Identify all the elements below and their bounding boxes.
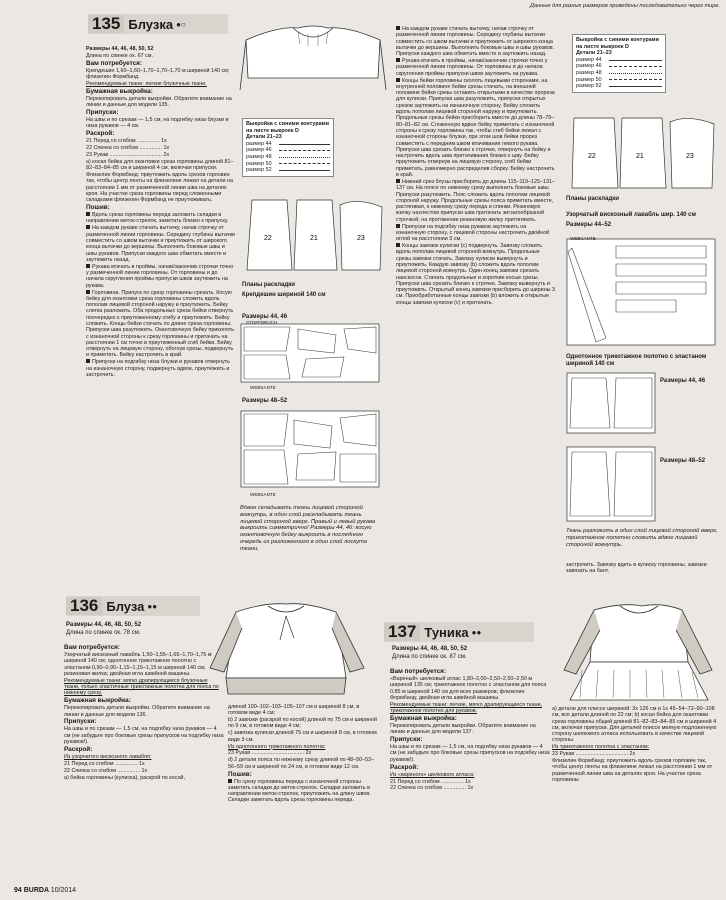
- model-135-header: [88, 14, 228, 34]
- pattern: Перекопировать детали выкройки. Обратите внимание на линии и данные для модели 137.: [390, 722, 536, 736]
- cut-subheading: Из однотонного трикотажного полотна:: [228, 743, 326, 750]
- blouse-135-sketch: [238, 18, 388, 100]
- cut-extra: а) детали для плиссе шириной: 3x 126 см и 1x 45–54–72–90–108 см, все детали длиной по 22 см; b) косая бейка для окантовки среза горловины общей длиной 81–82–83–84–85 см и шириной 4 см, включая припуски. Для деталей плиссе мелкую подложенную сторону шелкового атласа использовать в качестве лицевой стороны.: [552, 706, 717, 744]
- layout-fabric-1: Узорчатый вискозный лавабль шир. 140 см: [566, 212, 696, 218]
- flizelin: Флизелин Формбанд: приутюжить вдоль срезов горловин так, чтобы центр ленты на флизелине лежал на расстоянии 1 мм от размеченной линии шва на деталях кроя. На участке среза горловины: [552, 758, 713, 784]
- model-136-header: [66, 596, 200, 616]
- sew-step: На каждом рукаве стачать вытачку, начав строчку от размеченной линии горловины. Середину глубины вытачки совместить со швом вытачки и приутюжить от широкого конца вытачки до вершины. Выполнить боковые швы и швы рукавов. Припуски каждого шва обметать вместе и заутюжить назад.: [86, 225, 235, 263]
- cut-item: 23 Рукав ................................... 2x: [552, 751, 636, 758]
- model-number: 135: [88, 15, 124, 33]
- layout-heading: Планы раскладки: [242, 282, 295, 288]
- cut-item: 22 Спинка со сгибом ............... 1x: [86, 145, 170, 152]
- legend-size: размер 44: [246, 140, 272, 147]
- cut-heading: Раскрой:: [86, 130, 115, 138]
- layout-diagram-137-1: [566, 238, 716, 348]
- piece-label: 22: [588, 153, 596, 160]
- bullet-icon: [86, 212, 90, 216]
- cut-extra: c) завязка кулиски длиной 75 см и шириной 8 см, в готовом виде 3 см.: [228, 730, 377, 743]
- model-137-text-continued: [552, 706, 720, 866]
- cut-item: 21 Перед со сгибом ............... 1x: [86, 138, 167, 145]
- sew-step: Вдоль среза горловины переда заложить складки в направлении меток-стрелок, заметать близко к припуску.: [86, 212, 229, 225]
- piece-label: 22: [264, 235, 272, 242]
- layout-note-137: Ткань разложить в один слой лицевой стороной вверх, трикотажное полотно сложить вдвое лицевой стороной вовнутрь.: [566, 528, 718, 548]
- bullet-icon: [396, 243, 400, 247]
- cut-heading: Раскрой:: [390, 763, 419, 771]
- bullet-icon: [396, 224, 400, 228]
- piece-label: 23: [357, 235, 365, 242]
- difficulty-dots-icon: ●●: [471, 627, 482, 637]
- sew-step: На каждом рукаве стачать вытачку, начав строчку от размеченной линии горловины. Середину глубины вытачки совместить со швом вытачки и приутюжить от широкого конца вытачки до вершины. Выполнить боковые швы и швы рукавов. Припуски каждого шва обметать вместе и заутюжить назад.: [396, 26, 555, 58]
- recommended-fabrics: Рекомендуемые ткани: легкие, мягко драпирующиеся ткани, трикотажное полотно для рукавов.: [390, 701, 542, 715]
- allowances: На швы и по срезам — 1,5 см, на подгибку низа блузки и низа рукавов — 4 см.: [86, 117, 229, 130]
- bullet-icon: [86, 359, 90, 363]
- sew-step: Концы завязок кулиски (с) подвернуть. Завязку сложить вдоль пополам лицевой стороной вовнутрь. Продольные срезы завязки стачать. Завязку кулиски вывернуть и приутюжить. Каждую завязку (b) сложить вдоль пополам лицевой стороной вовнутрь. Один конец завязки срезать наискосок. Стачать продольные и короткие косые срезы. Припуски шва срезать близко к строчке. Завязку вывернуть и приутюжить. Открытый конец завязки присборить до ширины 3 см. Приобработанные концы завязки (b) вложить в открытые концы завязки кулиски (с) и притачать.: [396, 243, 556, 306]
- tie-note: [566, 562, 718, 582]
- legend-size: размер 48: [576, 69, 602, 76]
- allowances-heading: Припуски:: [64, 718, 97, 726]
- allowances-heading: Припуски:: [86, 109, 119, 117]
- layout-sizes-2: Размеры 48–52: [242, 398, 288, 404]
- model-137-header: [384, 622, 534, 642]
- pattern-heading: Бумажная выкройка:: [390, 714, 457, 722]
- pattern-legend-137: [572, 34, 666, 93]
- legend-size: размер 46: [246, 147, 272, 154]
- layout-sizes-1: Размеры 44, 46: [242, 314, 288, 320]
- brand: BURDA: [23, 887, 49, 894]
- legend-title: Выкройка с синими контурами на листе выкроек D: [246, 121, 329, 134]
- sew-step: Концы бейки горловины сколоть лицевыми сторонами, на внутренней половине бейки срезы стачать, на внешней половине бейки срезы оставить открытыми в качестве прореза для кулиски. Припуски шва разутюжить, припуски открытых срезов заутюжить на изнаночную сторону. Бейку сложить вдоль пополам лицевой стороной наружу и приутюжить. Продольные срезы бейки присборить вместе до длины 78–79–80–81–82 см. Сложенную вдвое бейку приметать с изнаночной стороны к срезу горловины так, чтобы сгиб бейки лежал с изнаночной стороны блузки, при этом шов бейки прорез совместить с передним швом втачивания левого рукава. Припуски шва срезать близко к строчке, отвернуть на бейку и настрочить вдоль шва притачивания близко к шву. Бейку приутюжить отвернув на лицевую сторону, сгиб бейки приметать, равномерно распределив сборку. Бейку настрочить в край.: [396, 77, 555, 179]
- pattern-heading: Бумажная выкройка:: [86, 87, 153, 95]
- stoffbruch-label: STOFFBRUCH: [246, 320, 278, 325]
- model-title: Туника: [424, 624, 469, 640]
- model-title: Блузка: [128, 16, 174, 32]
- tunic-137-sketch: [542, 600, 718, 704]
- model-137-text: [390, 668, 550, 856]
- pattern-pieces-137: [568, 112, 718, 192]
- recommended-fabrics: Рекомендуемые ткани: мягко драпирующиеся блузочные ткани, только эластичные трикотажные полотна для пояса по нижнему срезу.: [64, 677, 219, 697]
- legend-parts: Детали 21–23: [576, 50, 612, 57]
- legend-size: размер 50: [576, 76, 602, 83]
- bullet-icon: [396, 26, 400, 30]
- sew-step: Припуски на подгибку низа блузки и рукавов отвернуть на изнаночную сторону, подвернуть вдвое, приутюжить и застрочить.: [86, 359, 230, 378]
- sew-step: Рукава втачать в проймы, начав/закончив строчки точно у размеченной линии горловины. От горловины и до начала скругления проймы припуски швов заутюжить на рукава.: [396, 58, 548, 77]
- allowances-heading: Припуски:: [390, 736, 423, 744]
- pattern-heading: Бумажная выкройка:: [64, 697, 131, 705]
- cut-subheading: Из «вареного» шелкового атласа:: [390, 771, 475, 778]
- legend-size: размер 46: [576, 63, 602, 70]
- pattern: Перекопировать детали выкройки. Обратите внимание на линии и данные для модели 136.: [64, 705, 210, 718]
- legend-parts: Детали 21–23: [246, 134, 282, 141]
- bullet-icon: [396, 58, 400, 62]
- flizelin: Флизелин Формбанд: приутюжить вдоль срезов горловин так, чтобы центр ленты на флизелине лежал на детали на расстоянии 1 мм от размеченной линии шва на деталях кроя. На участке среза горловины перед сложенными складками флизелин Формбанд не приутюживать.: [86, 172, 233, 204]
- legend-size: размер 52: [246, 167, 272, 174]
- allowances: На швы и по срезам — 1,5 см, на подгибку низа рукавов — 4 см (не забудьте про боковые срезы припусков на подгибку низа рукавов!).: [64, 726, 224, 746]
- length: Длина по спинке ок. 87 см.: [392, 654, 467, 660]
- cut-extra: длиной 100–102–103–105–107 см и шириной 8 см, в готовом виде 4 см;: [228, 704, 360, 717]
- cut-item: 22 Спинка со сгибом ............... 1x: [64, 767, 148, 774]
- legend-size: размер 44: [576, 56, 602, 63]
- model-136-text: [64, 644, 224, 856]
- layout-diagram-1: [240, 323, 380, 385]
- bullet-icon: [86, 264, 90, 268]
- sizes: Размеры 44, 46, 48, 50, 52: [392, 646, 468, 652]
- cut-extra: d) 2 детали пояса по нижнему срезу длиной по 48–50–53–56–59 см и шириной по 24 см, в готовом виде 12 см.: [228, 757, 375, 770]
- sew-step: По срезу горловины переда с изнаночной стороны заметать складки до меток-стрелок. Складки заложить в направлении меток-стрелок, приутюжить на длину швов. Складки заметать вдоль среза горловины переда.: [228, 778, 371, 804]
- sew-step: Горловина. Припуск по срезу горловины срезать. Косую бейку для окантовки среза горловины сложить вдоль пополам лицевой стороной наружу и приутюжить. Бейку слегка разложить. Оба продольных среза бейки отвернуть поочередно к приутюженному сгибу и приутюжить. Бейку сложить. Концы бейки стачать по длине среза горловины. Припуски шва разутюжить. Окантовочную бейку приколоть с изнаночной стороны к срезу горловины и притачать на расстоянии 1 см точно в приутюженный сгиб бейки. Бейку отвернуть на лицевую сторону, обогнув срезы, подвернуть и приметать. Бейку настрочить в край.: [86, 289, 234, 359]
- difficulty-dots-icon: ●○: [176, 19, 186, 29]
- need-heading: Вам потребуется:: [64, 644, 121, 651]
- bullet-icon: [396, 78, 400, 82]
- pattern-pieces-135: [242, 195, 387, 275]
- pattern: Перекопировать детали выкройки. Обратите внимание на линии и данные для модели 135.: [86, 95, 232, 109]
- pattern-legend-135: [242, 118, 334, 177]
- blouse-136-sketch: [206, 598, 376, 698]
- layout-diagram-137-3: [566, 446, 656, 524]
- top-note: Данные для разных размеров приведены последовательно через тире.: [530, 3, 720, 9]
- bullet-icon: [86, 225, 90, 229]
- cut-item: 21 Перед со сгибом ............... 1x: [390, 778, 471, 785]
- issue: 10/2014: [50, 887, 77, 894]
- layout-fabric: Крепдешин шириной 140 см: [242, 292, 326, 298]
- cut-extra: b) 2 завязки (раскрой по косой) длиной по 75 см и шириной по 9 см, в готовом виде 4 см;: [228, 717, 377, 730]
- need: Узорчатый вискозный лавабль 1,50–1,55–1,65–1,70–1,75 м шириной 140 см; однотонное трикотажное полотно с эластаном 0,90–0,90–1,15–1,15–1,15 м шириной 140 см; резиновая жилка; двойная игла швейной машины.: [64, 652, 212, 677]
- webkante-label: WEBKANTE: [250, 385, 276, 390]
- sew-step: Нижний срез блузы присборить до длины 115–119–125–131–137 см. На поясе по нижнему срезу выполнить боковые швы. Припуски разутюжить. Пояс сложить вдоль пополам лицевой стороной наружу. Продольные срезы пояса приметать вместе, растягивая, к нижнему срезу переда и спинки. Резиновую жилку нахлестом припуски шва притачать зигзагообразной строчкой, на протяжении резиновую жилку притягивать.: [396, 178, 556, 223]
- piece-label: 23: [686, 153, 694, 160]
- need: «Вареный» шелковый атлас 1,80–2,00–2,50–2,50–2,50 м шириной 135 см; трикотажное полотно с эластаном для пояса 0,85 м шириной 140 см для всех размеров; флизелин Формбанд; двойная игла швейной машины.: [390, 676, 547, 701]
- legend-title: Выкройка с синими контурами на листе выкроек D: [576, 37, 659, 50]
- length: Длина по спинке ок. 67 см.: [86, 52, 153, 59]
- sew-step: Припуски на подгибку низа рукавов заутюжить на изнаночную сторону, с лицевой стороны настрочить двойной иглой на расстоянии 3 см.: [396, 223, 550, 243]
- layout-note-135: Вдвое складывать ткань лицевой стороной вовнутрь, в один слой раскладывать ткань лицевой стороной вверх. Правый и левый рукава выкроить симметрично! Размеры 44, 46: косую окантовочную бейку выкроить в последнюю очередь из разложенного в один слой лоскута ткани.: [240, 505, 376, 552]
- bullet-icon: [86, 290, 90, 294]
- layout-diagram-137-2: [566, 372, 656, 436]
- cut-heading: Раскрой:: [64, 745, 93, 753]
- page-number: 94: [14, 887, 22, 894]
- sizes: Размеры 44, 46, 48, 50, 52: [86, 46, 154, 52]
- piece-label: 21: [310, 235, 318, 242]
- recommended-fabrics: Рекомендуемые ткани: легкие блузочные ткани.: [86, 80, 207, 87]
- webkante-label: WEBKANTE: [570, 236, 596, 241]
- layout-heading: Планы раскладки: [566, 196, 619, 202]
- cut-item: 21 Перед со сгибом ............... 1x: [64, 760, 145, 767]
- sizes: Размеры 44, 46, 48, 50, 52: [66, 622, 142, 628]
- cut-item: 23 Рукав ................................... 2x: [228, 750, 312, 757]
- cut-extra: а) бейка горловины (кулиска), раскрой по косой,: [64, 774, 185, 781]
- model-135-continued: [396, 26, 556, 606]
- layout-sizes-2: Размеры 48–52: [660, 458, 706, 464]
- legend-size: размер 52: [576, 83, 602, 90]
- cut-extra: а) косая бейка для окантовки среза горловины длиной 81–82–83–84–85 см и шириной 4 см, включая припуски.: [86, 158, 234, 172]
- legend-size: размер 50: [246, 160, 272, 167]
- sew-heading: Пошив:: [86, 204, 110, 212]
- sew-heading: Пошив:: [228, 770, 252, 778]
- need: Крепдешин 1,60–1,60–1,70–1,70–1,70 м шириной 140 см; флизелин Формбанд.: [86, 67, 230, 81]
- layout-fabric-1-sizes: Размеры 44–52: [566, 222, 612, 228]
- bullet-icon: [396, 179, 400, 183]
- cut-subheading: Из трикотажного полотна с эластаном:: [552, 744, 650, 751]
- model-title: Блуза: [106, 598, 145, 614]
- cut-item: 22 Спинка со сгибом ............... 1x: [390, 785, 474, 792]
- layout-sizes-1: Размеры 44, 46: [660, 378, 706, 384]
- allowances: На швы и по срезам — 1,5 см, на подгибку низа рукавов — 4 см (не забудьте про боковые срезы припусков на подгибку низа рукавов!).: [390, 744, 550, 763]
- model-135-text: [86, 46, 236, 586]
- need-heading: Вам потребуется:: [390, 668, 447, 675]
- model-136-text-continued: [228, 704, 380, 856]
- legend-size: размер 48: [246, 153, 272, 160]
- bullet-icon: [228, 779, 232, 783]
- cut-item: 23 Рукав ................................... 2x: [86, 152, 170, 159]
- sew-step: Рукава втачать в проймы, начав/закончив строчки точно у размеченной линии горловины. От горловины и до начала скругления проймы припуски швов заутюжить на рукава.: [86, 263, 234, 289]
- cut-subheading: Из узорчатого вискозного лавабля:: [64, 753, 152, 760]
- difficulty-dots-icon: ●●: [147, 601, 158, 611]
- webkante-label: WEBKANTE: [250, 492, 276, 497]
- page-footer: [14, 887, 76, 894]
- piece-label: 21: [636, 153, 644, 160]
- tie-note-text: застрочить. Завязку вдеть в кулиску горловины, завязки завязать на бант.: [566, 562, 707, 575]
- length: Длина по спинке ок. 78 см.: [66, 630, 141, 636]
- need-heading: Вам потребуется:: [86, 59, 143, 67]
- layout-diagram-2: [240, 410, 380, 490]
- layout-fabric-2: Однотонное трикотажное полотно с эластаном шириной 140 см: [566, 354, 707, 367]
- model-number: 136: [66, 597, 102, 615]
- model-number: 137: [384, 623, 420, 641]
